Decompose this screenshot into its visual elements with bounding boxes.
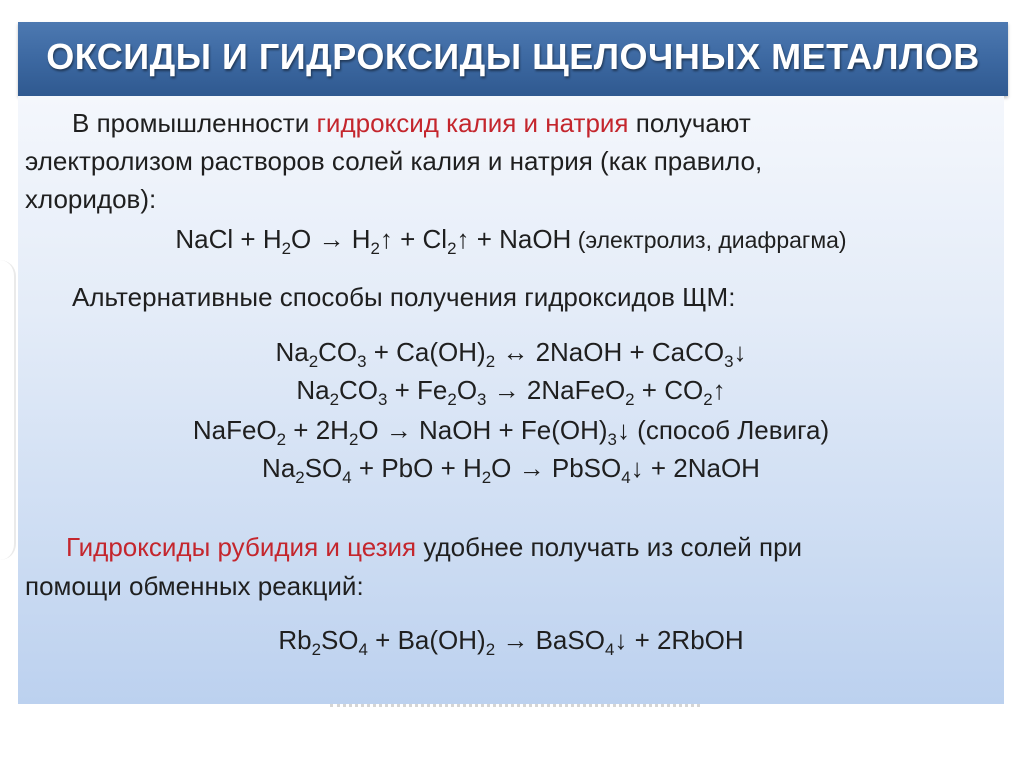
background-decoration bbox=[0, 260, 16, 560]
arrow-icon: → bbox=[518, 453, 545, 483]
equation-ferrite-2: NaFeO$_2$ + $2H_2O$ → NaOH + $Fe(OH)_3↓$ (способ Левига) bbox=[192, 415, 830, 449]
content-panel bbox=[18, 96, 1004, 704]
faded-underlay-text bbox=[330, 704, 700, 717]
equation-soda-lime: $Na_2CO_3 + Ca(OH)_2$ ↔ 2NaOH + CaCO$_3$↓ bbox=[275, 337, 747, 371]
slide-title: ОКСИДЫ И ГИДРОКСИДЫ ЩЕЛОЧНЫХ МЕТАЛЛОВ bbox=[46, 36, 980, 77]
equation-ferrite-1: $Na_2CO_3 + Fe_2O_3$ → 2NaFeO$_2$ + $CO_2↑$ bbox=[296, 375, 726, 409]
alternative-methods-heading: Альтернативные способы получения гидроксидов ЩМ: bbox=[72, 282, 736, 312]
para2-line2: помощи обменных реакций: bbox=[25, 571, 364, 601]
equation-rubidium: $Rb_2SO_4 + Ba(OH)_2$ → BaSO$_4$↓ + 2RbOH bbox=[278, 625, 744, 659]
para1-text: В промышленности bbox=[72, 108, 317, 138]
title-bar bbox=[18, 22, 1008, 96]
arrow-icon: → bbox=[495, 625, 536, 655]
equilibrium-arrow-icon: ↔ bbox=[495, 337, 536, 367]
para2-highlight: Гидроксиды рубидия и цезия bbox=[66, 532, 417, 562]
arrow-icon: → bbox=[385, 415, 412, 445]
para2-line1 bbox=[66, 529, 802, 565]
para1-line1 bbox=[72, 105, 751, 141]
para1-text-end: получают bbox=[628, 108, 751, 138]
para2-text: удобнее получать из солей при bbox=[416, 532, 803, 562]
para1-line2: электролизом растворов солей калия и натрия (как правило, bbox=[25, 146, 763, 176]
equation-electrolysis: NaCl + $H_2O$ → $H_2↑$ + $Cl_2↑$ + NaOH (электролиз, диафрагма) bbox=[175, 224, 847, 258]
equation-sulfate-lead: $Na_2SO_4$ + PbO + $H_2O$ → PbSO$_4$↓ + 2NaOH bbox=[262, 453, 760, 487]
equation-note: (электролиз, диафрагма) bbox=[571, 227, 847, 253]
para1-line3: хлоридов): bbox=[25, 184, 157, 214]
arrow-icon: → bbox=[318, 224, 345, 254]
para1-highlight: гидроксид калия и натрия bbox=[316, 108, 629, 138]
arrow-icon: → bbox=[486, 375, 527, 405]
